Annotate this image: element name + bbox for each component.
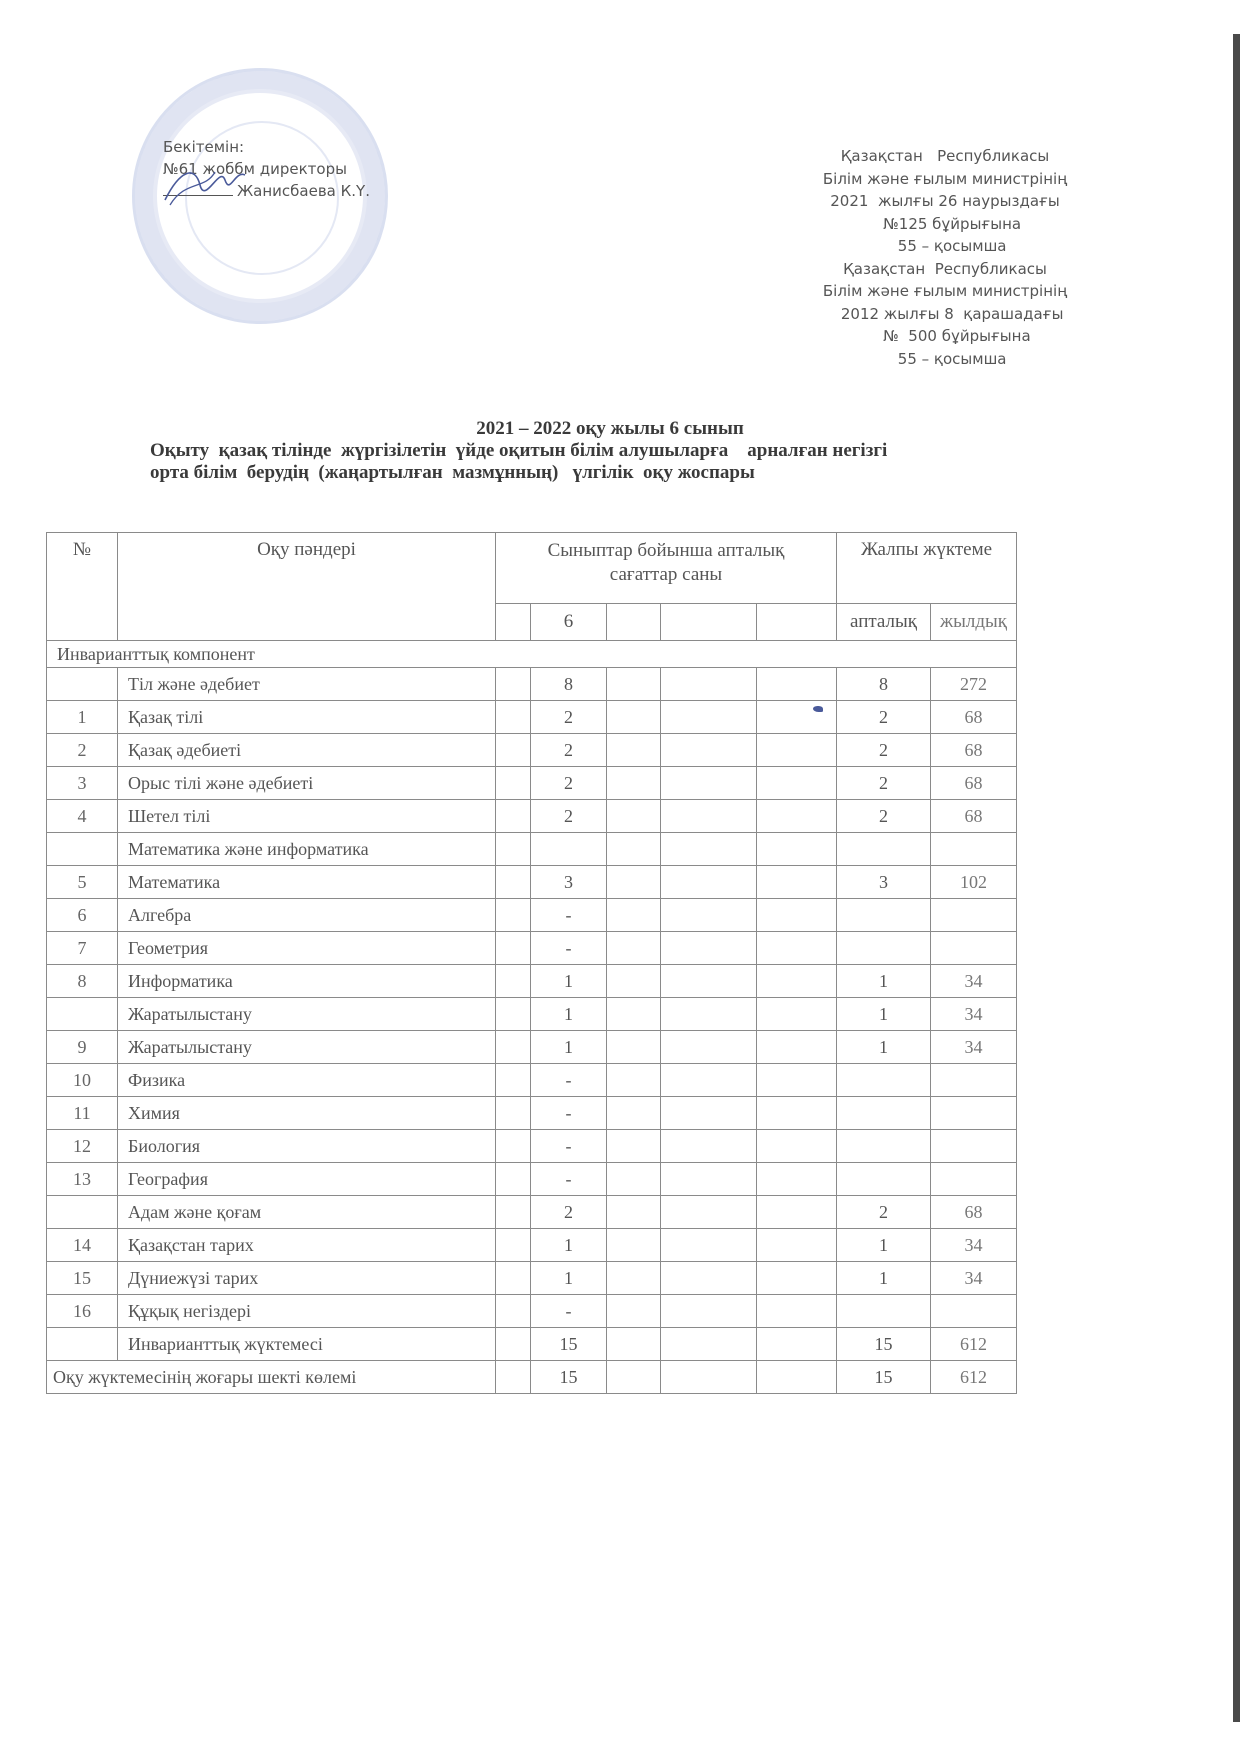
table-row	[47, 965, 1017, 998]
weekly-total: 2	[837, 800, 931, 833]
blank-cell	[496, 965, 531, 998]
weekly-total	[837, 1130, 931, 1163]
weekly-total	[837, 899, 931, 932]
blank-cell	[757, 800, 837, 833]
row-number: 5	[47, 866, 118, 899]
title-year-class: 2021 – 2022 оқу жылы 6 сынып	[476, 418, 744, 439]
blank-cell	[757, 1229, 837, 1262]
row-number: 4	[47, 800, 118, 833]
row-number: 10	[47, 1064, 118, 1097]
blank-cell	[607, 1130, 661, 1163]
table-row	[47, 1031, 1017, 1064]
subject-name: Геометрия	[118, 932, 496, 965]
blank-cell	[607, 1097, 661, 1130]
row-number: 1	[47, 701, 118, 734]
blank-cell	[607, 833, 661, 866]
weekly-total: 3	[837, 866, 931, 899]
blank-cell	[496, 1229, 531, 1262]
row-number: 13	[47, 1163, 118, 1196]
blank-cell	[661, 800, 757, 833]
blank-cell	[661, 1196, 757, 1229]
header-weekly-hours: Сыныптар бойынша апталық сағаттар саны	[496, 533, 837, 604]
blank-cell	[496, 1064, 531, 1097]
grade-6-hours: 2	[531, 1196, 607, 1229]
blank-cell	[757, 866, 837, 899]
grade-6-hours: 1	[531, 1229, 607, 1262]
blank-cell	[607, 767, 661, 800]
blank-cell	[496, 998, 531, 1031]
grade-6-hours: -	[531, 899, 607, 932]
blank-cell	[607, 1295, 661, 1328]
approval-heading: Бекітемін:	[163, 138, 245, 156]
table-row	[47, 1196, 1017, 1229]
header-no: №	[47, 533, 118, 641]
blank-cell	[757, 1097, 837, 1130]
row-number: 11	[47, 1097, 118, 1130]
weekly-total: 2	[837, 734, 931, 767]
table-row	[47, 1295, 1017, 1328]
weekly-total: 1	[837, 998, 931, 1031]
subject-name: Алгебра	[118, 899, 496, 932]
row-number: 3	[47, 767, 118, 800]
subject-name: Математика және информатика	[118, 833, 496, 866]
grade-6-hours: 1	[531, 1031, 607, 1064]
table-row	[47, 734, 1017, 767]
table-row	[47, 701, 1017, 734]
yearly-total	[931, 1130, 1017, 1163]
blank-cell	[496, 1295, 531, 1328]
blank-cell	[757, 1295, 837, 1328]
row-number: 14	[47, 1229, 118, 1262]
header-class-6: 6	[531, 604, 607, 641]
blank-cell	[496, 701, 531, 734]
blank-cell	[607, 1229, 661, 1262]
row-number: 7	[47, 932, 118, 965]
blank-cell	[607, 1196, 661, 1229]
grade-6-hours: -	[531, 932, 607, 965]
blank-cell	[607, 1031, 661, 1064]
weekly-total	[837, 1097, 931, 1130]
yearly-total: 34	[931, 1229, 1017, 1262]
weekly-total: 1	[837, 1262, 931, 1295]
grade-6-hours: 8	[531, 668, 607, 701]
grade-6-hours: 2	[531, 701, 607, 734]
yearly-total: 34	[931, 998, 1017, 1031]
row-number: 8	[47, 965, 118, 998]
blank-cell	[757, 1031, 837, 1064]
weekly-total: 2	[837, 767, 931, 800]
grade-6-hours: -	[531, 1130, 607, 1163]
approval-position: №61 жоббм директоры	[163, 160, 347, 178]
blank-cell	[496, 1262, 531, 1295]
subject-name: География	[118, 1163, 496, 1196]
blank-cell	[757, 668, 837, 701]
weekly-total: 15	[837, 1328, 931, 1361]
table-row	[47, 932, 1017, 965]
blank-cell	[661, 1097, 757, 1130]
yearly-total: 68	[931, 800, 1017, 833]
header-row-1	[47, 533, 1017, 604]
row-number	[47, 1328, 118, 1361]
subject-name: Дүниежүзі тарих	[118, 1262, 496, 1295]
row-number	[47, 668, 118, 701]
blank-cell	[607, 1361, 661, 1394]
weekly-total: 1	[837, 965, 931, 998]
title-line-3: орта білім берудің (жаңартылған мазмұнның) үлгілік оқу жоспары	[150, 462, 755, 483]
header-weekly: апталық	[837, 604, 931, 641]
table-row	[47, 866, 1017, 899]
blank-cell	[661, 899, 757, 932]
yearly-total: 68	[931, 701, 1017, 734]
table-row	[47, 767, 1017, 800]
blank-cell	[496, 932, 531, 965]
table-row	[47, 833, 1017, 866]
blank-cell	[661, 767, 757, 800]
table-row	[47, 998, 1017, 1031]
weekly-total	[837, 1295, 931, 1328]
yearly-total: 612	[931, 1328, 1017, 1361]
subject-name: Химия	[118, 1097, 496, 1130]
table-row	[47, 800, 1017, 833]
blank-cell	[496, 668, 531, 701]
blank-cell	[496, 1130, 531, 1163]
blank-cell	[661, 668, 757, 701]
row-number	[47, 1196, 118, 1229]
header-total-load: Жалпы жүктеме	[837, 533, 1017, 604]
blank-cell	[607, 899, 661, 932]
blank-cell	[757, 932, 837, 965]
blank-cell	[661, 1031, 757, 1064]
yearly-total: 68	[931, 1196, 1017, 1229]
yearly-total	[931, 1295, 1017, 1328]
blank-cell	[607, 932, 661, 965]
weekly-total: 1	[837, 1229, 931, 1262]
table-row	[47, 668, 1017, 701]
header-yearly: жылдық	[931, 604, 1017, 641]
grade-6-hours: 15	[531, 1328, 607, 1361]
blank-cell	[757, 1262, 837, 1295]
header-blank	[607, 604, 661, 641]
blank-cell	[496, 1328, 531, 1361]
blank-cell	[607, 1328, 661, 1361]
blank-cell	[496, 833, 531, 866]
blank-cell	[496, 1031, 531, 1064]
blank-cell	[496, 734, 531, 767]
table-row	[47, 1229, 1017, 1262]
blank-cell	[607, 1262, 661, 1295]
blank-cell	[496, 1163, 531, 1196]
grade-6-hours: -	[531, 1097, 607, 1130]
blank-cell	[607, 1163, 661, 1196]
subject-name: Орыс тілі және әдебиеті	[118, 767, 496, 800]
blank-cell	[496, 800, 531, 833]
table-row	[47, 1130, 1017, 1163]
yearly-total: 612	[931, 1361, 1017, 1394]
yearly-total: 102	[931, 866, 1017, 899]
blank-cell	[661, 998, 757, 1031]
weekly-total	[837, 1163, 931, 1196]
blank-cell	[757, 701, 837, 734]
subject-name: Инварианттық жүктемесі	[118, 1328, 496, 1361]
yearly-total	[931, 833, 1017, 866]
grade-6-hours: 1	[531, 998, 607, 1031]
row-number	[47, 998, 118, 1031]
scan-edge-strip	[1233, 34, 1240, 1722]
weekly-total: 15	[837, 1361, 931, 1394]
subject-name: Шетел тілі	[118, 800, 496, 833]
weekly-total: 1	[837, 1031, 931, 1064]
blank-cell	[661, 1130, 757, 1163]
subject-name: Информатика	[118, 965, 496, 998]
subject-name: Жаратылыстану	[118, 1031, 496, 1064]
blank-cell	[757, 833, 837, 866]
grade-6-hours: 2	[531, 734, 607, 767]
blank-cell	[757, 965, 837, 998]
blank-cell	[496, 866, 531, 899]
yearly-total: 272	[931, 668, 1017, 701]
blank-cell	[661, 701, 757, 734]
footer-row	[47, 1361, 1017, 1394]
yearly-total	[931, 1064, 1017, 1097]
section-title: Инварианттық компонент	[47, 641, 1017, 668]
row-number: 16	[47, 1295, 118, 1328]
blank-cell	[757, 1196, 837, 1229]
subject-name: Қазақ тілі	[118, 701, 496, 734]
header-blank	[757, 604, 837, 641]
grade-6-hours: -	[531, 1163, 607, 1196]
ministry-reference: Қазақстан Республикасы Білім және ғылым министрінің 2021 жылғы 26 наурыздағы №125 бұйрығына 55 – қосымша Қазақстан Республикасы Білім және ғылым министрінің 2012 жылғы 8 қарашадағы № 500 бұйрығына 55 – қосымша	[822, 147, 1068, 368]
row-number: 9	[47, 1031, 118, 1064]
subject-name: Құқық негіздері	[118, 1295, 496, 1328]
weekly-total: 2	[837, 701, 931, 734]
row-number: 6	[47, 899, 118, 932]
yearly-total: 68	[931, 767, 1017, 800]
blank-cell	[607, 800, 661, 833]
row-number: 12	[47, 1130, 118, 1163]
blank-cell	[757, 1163, 837, 1196]
table-row	[47, 1328, 1017, 1361]
blank-cell	[661, 1328, 757, 1361]
blank-cell	[757, 998, 837, 1031]
grade-6-hours: 1	[531, 965, 607, 998]
blank-cell	[496, 1097, 531, 1130]
subject-name: Қазақ әдебиеті	[118, 734, 496, 767]
weekly-total: 8	[837, 668, 931, 701]
blank-cell	[661, 965, 757, 998]
blank-cell	[496, 767, 531, 800]
subject-name: Математика	[118, 866, 496, 899]
approval-signatory: Жанисбаева К.Ү.	[163, 180, 370, 202]
curriculum-table	[46, 532, 1017, 1394]
blank-cell	[757, 767, 837, 800]
blank-cell	[757, 1361, 837, 1394]
subject-name: Қазақстан тарих	[118, 1229, 496, 1262]
subject-name: Биология	[118, 1130, 496, 1163]
table-row	[47, 1163, 1017, 1196]
blank-cell	[661, 866, 757, 899]
yearly-total: 68	[931, 734, 1017, 767]
blank-cell	[607, 668, 661, 701]
table-row	[47, 1262, 1017, 1295]
yearly-total: 34	[931, 1031, 1017, 1064]
blank-cell	[607, 701, 661, 734]
section-row	[47, 641, 1017, 668]
weekly-total	[837, 932, 931, 965]
blank-cell	[661, 1229, 757, 1262]
blank-cell	[757, 1130, 837, 1163]
subject-name: Тіл және әдебиет	[118, 668, 496, 701]
subject-name: Адам және қоғам	[118, 1196, 496, 1229]
grade-6-hours: -	[531, 1295, 607, 1328]
yearly-total	[931, 932, 1017, 965]
grade-6-hours: 15	[531, 1361, 607, 1394]
blank-cell	[661, 1163, 757, 1196]
table-row	[47, 899, 1017, 932]
blank-cell	[661, 734, 757, 767]
grade-6-hours: 1	[531, 1262, 607, 1295]
header-blank	[496, 604, 531, 641]
document-title	[150, 418, 1110, 484]
yearly-total	[931, 1163, 1017, 1196]
blank-cell	[661, 932, 757, 965]
grade-6-hours: 3	[531, 866, 607, 899]
yearly-total: 34	[931, 965, 1017, 998]
blank-cell	[607, 734, 661, 767]
grade-6-hours	[531, 833, 607, 866]
blank-cell	[496, 1196, 531, 1229]
footer-label: Оқу жүктемесінің жоғары шекті көлемі	[47, 1361, 496, 1394]
blank-cell	[607, 965, 661, 998]
blank-cell	[757, 1328, 837, 1361]
weekly-total	[837, 833, 931, 866]
signature-icon	[160, 160, 250, 210]
header-blank	[661, 604, 757, 641]
blank-cell	[757, 734, 837, 767]
blank-cell	[661, 833, 757, 866]
header-subjects: Оқу пәндері	[118, 533, 496, 641]
grade-6-hours: -	[531, 1064, 607, 1097]
yearly-total: 34	[931, 1262, 1017, 1295]
blank-cell	[607, 866, 661, 899]
blank-cell	[496, 899, 531, 932]
table-row	[47, 1064, 1017, 1097]
blank-cell	[496, 1361, 531, 1394]
weekly-total: 2	[837, 1196, 931, 1229]
row-number: 15	[47, 1262, 118, 1295]
row-number	[47, 833, 118, 866]
blank-cell	[757, 899, 837, 932]
yearly-total	[931, 1097, 1017, 1130]
grade-6-hours: 2	[531, 767, 607, 800]
yearly-total	[931, 899, 1017, 932]
title-line-2: Оқыту қазақ тілінде жүргізілетін үйде оқитын білім алушыларға арналған негізгі	[150, 440, 888, 461]
row-number: 2	[47, 734, 118, 767]
blank-cell	[607, 998, 661, 1031]
grade-6-hours: 2	[531, 800, 607, 833]
blank-cell	[661, 1361, 757, 1394]
blank-cell	[661, 1262, 757, 1295]
table-row	[47, 1097, 1017, 1130]
blank-cell	[607, 1064, 661, 1097]
subject-name: Жаратылыстану	[118, 998, 496, 1031]
blank-cell	[757, 1064, 837, 1097]
blank-cell	[661, 1064, 757, 1097]
weekly-total	[837, 1064, 931, 1097]
subject-name: Физика	[118, 1064, 496, 1097]
blank-cell	[661, 1295, 757, 1328]
